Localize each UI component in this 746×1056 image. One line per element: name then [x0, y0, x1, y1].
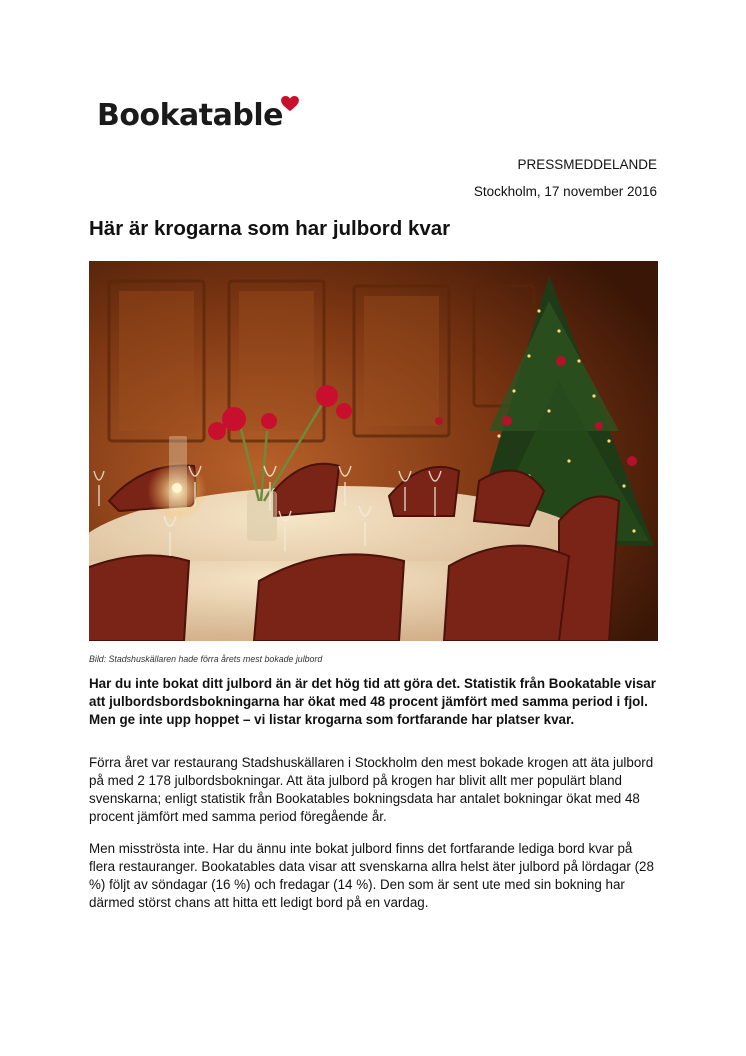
doc-type-label: PRESSMEDDELANDE [517, 157, 657, 172]
bookatable-logo [97, 94, 283, 138]
body-paragraph: Förra året var restaurang Stadshuskällaren i Stockholm den mest bokade krogen att äta julbord på med 2 178 julbordsbokningar. Att äta julbord på krogen har blivit allt mer populärt bland svenskarna; enligt statistik från Bookatables bokningsdata har antalet bokningar ökat med 48 procent jämfört med samma period föregående år. [89, 755, 654, 824]
dateline: Stockholm, 17 november 2016 [473, 184, 657, 199]
image-caption: Bild: Stadshuskällaren hade förra årets mest bokade julbord [89, 654, 323, 664]
body-paragraph: Men misströsta inte. Har du ännu inte bokat julbord finns det fortfarande lediga bord kvar på flera restauranger. Bookatables data visar att svenskarna allra helst äter julbord på lördagar (28 %) följt av söndagar (16 %) och fredagar (14 %). Den som är sent ute med sin bokning har därmed störst chans att hitta ett ledigt bord på en vardag. [89, 841, 654, 910]
logo-wordmark: Bookatable [97, 98, 283, 133]
restaurant-photo [89, 261, 658, 641]
lead-paragraph: Har du inte bokat ditt julbord än är det hög tid att göra det. Statistik från Bookatable visar att julbordsbordsbokningarna har ökat med 48 procent jämfört med samma period i fjol. Men ge inte upp hoppet – vi listar krogarna som fortfarande har platser kvar. [89, 676, 656, 727]
article-title: Här är krogarna som har julbord kvar [89, 217, 451, 240]
heart-icon [281, 96, 299, 112]
